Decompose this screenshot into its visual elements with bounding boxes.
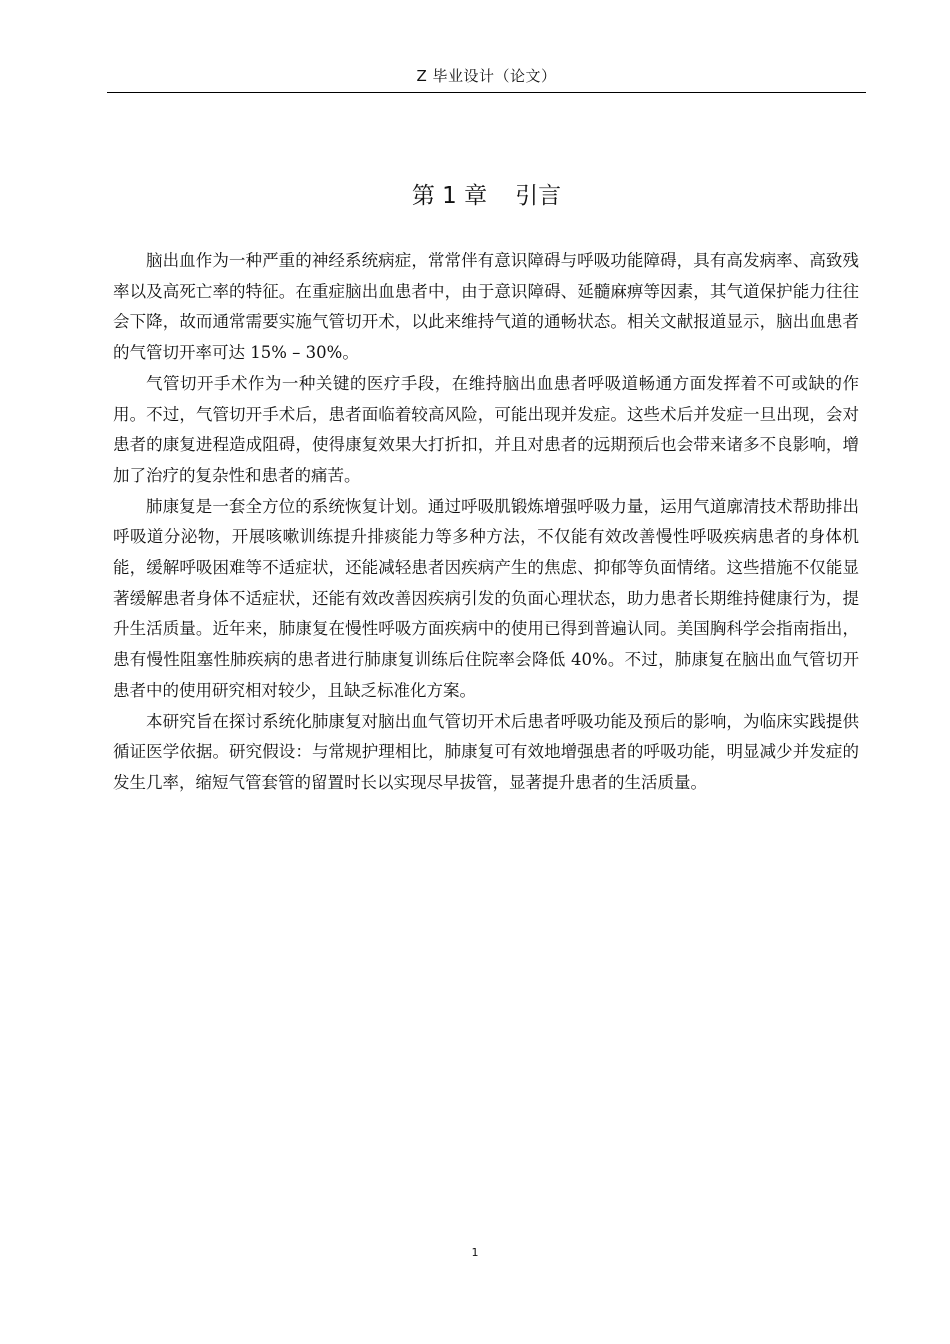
paragraph: 本研究旨在探讨系统化肺康复对脑出血气管切开术后患者呼吸功能及预后的影响，为临床实践提供循证医学依据。研究假设：与常规护理相比，肺康复可有效地增强患者的呼吸功能，明显减少并发症的发生几率，缩短气管套管的留置时长以实现尽早拔管，显著提升患者的生活质量。 <box>113 711 859 792</box>
body-text <box>113 246 859 799</box>
chapter-heading <box>107 178 866 214</box>
chapter-title: 引言 <box>515 183 562 209</box>
paragraph: 脑出血作为一种严重的神经系统病症，常常伴有意识障碍与呼吸功能障碍，具有高发病率、高致残率以及高死亡率的特征。在重症脑出血患者中，由于意识障碍、延髓麻痹等因素，其气道保护能力往往会下降，故而通常需要实施气管切开术，以此来维持气道的通畅状态。相关文献报道显示，脑出血患者的气管切开率可达 15% – 30%。 <box>113 251 859 363</box>
paragraph: 气管切开手术作为一种关键的医疗手段，在维持脑出血患者呼吸道畅通方面发挥着不可或缺的作用。不过，气管切开手术后，患者面临着较高风险，可能出现并发症。这些术后并发症一旦出现，会对患者的康复进程造成阻碍，使得康复效果大打折扣，并且对患者的远期预后也会带来诸多不良影响，增加了治疗的复杂性和患者的痛苦。 <box>113 373 859 485</box>
page-header: Z 毕业设计（论文） <box>416 67 557 85</box>
paragraph: 肺康复是一套全方位的系统恢复计划。通过呼吸肌锻炼增强呼吸力量，运用气道廓清技术帮助排出呼吸道分泌物，开展咳嗽训练提升排痰能力等多种方法，不仅能有效改善慢性呼吸疾病患者的身体机能，缓解呼吸困难等不适症状，还能减轻患者因疾病产生的焦虑、抑郁等负面情绪。这些措施不仅能显著缓解患者身体不适症状，还能有效改善因疾病引发的负面心理状态，助力患者长期维持健康行为，提升生活质量。近年来，肺康复在慢性呼吸方面疾病中的使用已得到普遍认同。美国胸科学会指南指出，患有慢性阻塞性肺疾病的患者进行肺康复训练后住院率会降低 40%。不过，肺康复在脑出血气管切开患者中的使用研究相对较少，且缺乏标准化方案。 <box>113 496 859 700</box>
page-number: 1 <box>471 1246 479 1259</box>
header-divider <box>107 92 866 93</box>
chapter-number: 第 1 章 <box>411 183 488 209</box>
